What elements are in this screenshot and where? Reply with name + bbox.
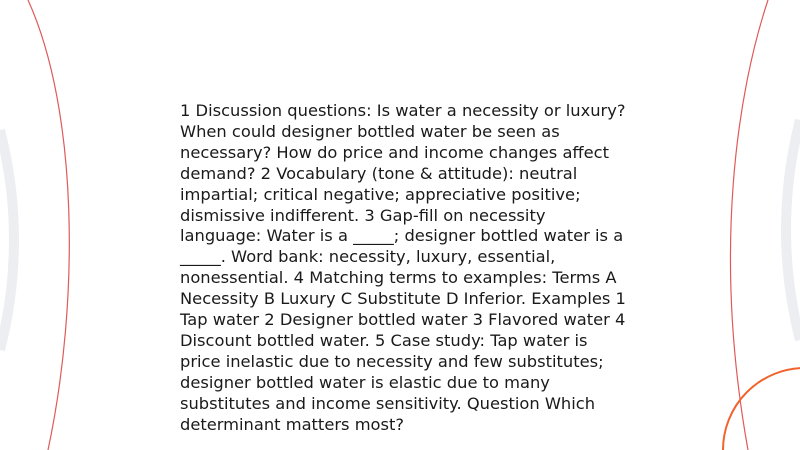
- left-red-arc: [28, 0, 69, 450]
- left-grey-arc: [0, 130, 14, 350]
- right-grey-arc: [786, 120, 800, 340]
- slide-body-text: 1 Discussion questions: Is water a necessity or luxury? When could designer bottled water be seen as necessary? How do price and income changes affect demand? 2 Vocabulary (tone & attitude): neutral impartial; critical negative; appreciative positive; dismissive indifferent. 3 Gap-fill on necessity language: Water is a _____; designer bottled water is a _____. Word bank: necessity, luxury, essential, nonessential. 4 Matching terms to examples: Terms A Necessity B Luxury C Substitute D Inferior. Examples 1 Tap water 2 Designer bottled water 3 Flavored water 4 Discount bottled water. 5 Case study: Tap water is price inelastic due to necessity and few substitutes; designer bottled water is elastic due to many substitutes and income sensitivity. Question Which determinant matters most?: [180, 101, 626, 434]
- right-red-arc: [730, 0, 768, 450]
- bottom-right-orange-circle: [723, 368, 800, 450]
